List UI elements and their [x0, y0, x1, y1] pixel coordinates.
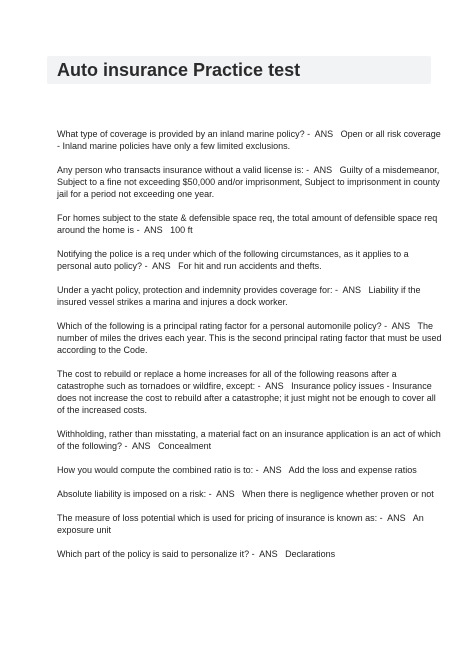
question-text: Under a yacht policy, protection and indemnity provides coverage for:: [57, 285, 333, 295]
answer-text: 100 ft: [170, 225, 193, 235]
answer-separator: - ANS: [255, 381, 292, 391]
answer-text: Add the loss and expense ratios: [288, 465, 417, 475]
answer-separator: - ANS: [142, 261, 179, 271]
qa-item: [57, 248, 442, 272]
answer-separator: - ANS: [249, 549, 286, 559]
question-text: Which of the following is a principal rating factor for a personal automonile policy?: [57, 321, 382, 331]
answer-separator: - ANS: [332, 285, 369, 295]
answer-text: For hit and run accidents and thefts.: [178, 261, 322, 271]
question-text: Any person who transacts insurance without a valid license is:: [57, 165, 304, 175]
question-text: What type of coverage is provided by an inland marine policy?: [57, 129, 305, 139]
answer-text: Insurance policy issues - Insurance does not increase the cost to rebuild after a catastrophe; it just might not be enough to cover all of the increased costs.: [57, 381, 436, 415]
answer-text: An exposure unit: [57, 513, 424, 535]
answer-separator: - ANS: [122, 441, 159, 451]
question-text: For homes subject to the state & defensible space req, the total amount of defensible space req around the home is: [57, 213, 438, 235]
question-text: The measure of loss potential which is used for pricing of insurance is known as:: [57, 513, 378, 523]
question-text: Which part of the policy is said to personalize it?: [57, 549, 250, 559]
question-text: Absolute liability is imposed on a risk:: [57, 489, 207, 499]
answer-separator: - ANS: [206, 489, 243, 499]
answer-separator: - ANS: [134, 225, 171, 235]
answer-text: Guilty of a misdemeanor, Subject to a fine not exceeding $50,000 and/or imprisonment, Subject to imprisonment in county jail for a period not exceeding one year.: [57, 165, 440, 199]
qa-item: [57, 428, 442, 452]
qa-item: [57, 284, 442, 308]
qa-item: [57, 320, 442, 356]
qa-item: [57, 512, 442, 536]
answer-separator: - ANS: [377, 513, 413, 523]
qa-item: [57, 368, 442, 416]
qa-list: [57, 128, 442, 572]
question-text: The cost to rebuild or replace a home increases for all of the following reasons after a catastrophe such as tornadoes or wildfire, except:: [57, 369, 397, 391]
answer-text: Declarations: [285, 549, 336, 559]
question-text: Withholding, rather than misstating, a material fact on an insurance application is an act of which of the following?: [57, 429, 441, 451]
qa-item: [57, 128, 442, 152]
question-text: Notifying the police is a req under which of the following circumstances, as it applies to a personal auto policy?: [57, 249, 409, 271]
qa-item: [57, 464, 442, 476]
answer-separator: - ANS: [381, 321, 418, 331]
document-title: Auto insurance Practice test: [57, 60, 301, 80]
qa-item: [57, 212, 442, 236]
answer-separator: - ANS: [253, 465, 289, 475]
qa-item: [57, 164, 442, 200]
qa-item: [57, 488, 442, 500]
answer-text: When there is negligence whether proven or not: [242, 489, 434, 499]
answer-separator: - ANS: [303, 165, 340, 175]
qa-item: [57, 548, 442, 560]
answer-text: Open or all risk coverage - Inland marine policies have only a few limited exclusions.: [57, 129, 441, 151]
answer-text: Liability if the insured vessel strikes a marina and injures a dock worker.: [57, 285, 421, 307]
answer-separator: - ANS: [304, 129, 341, 139]
answer-text: Concealment: [158, 441, 212, 451]
question-text: How you would compute the combined ratio is to:: [57, 465, 254, 475]
answer-text: The number of miles the drives each year. This is the second principal rating factor that must be used according to the Code.: [57, 321, 442, 355]
